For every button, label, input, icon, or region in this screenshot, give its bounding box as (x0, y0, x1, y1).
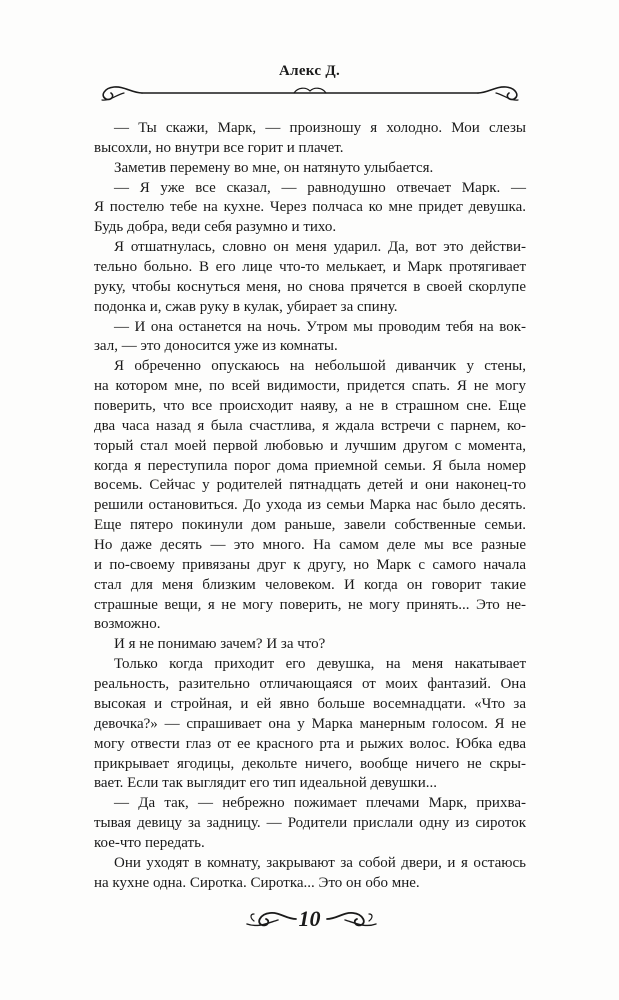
text-line: страшные вещи, я не могу поверить, не могу принять... Это не- (94, 596, 526, 613)
text-line: — Я уже все сказал, — равнодушно отвечает Марк. — (114, 179, 526, 196)
text-line: — И она останется на ночь. Утром мы проводим тебя на вок- (114, 318, 526, 335)
text-line: Я обреченно опускаюсь на небольшой диванчик у стены, (114, 358, 526, 375)
text-line: когда я переступила порог дома приемной семьи. Я была номер (94, 457, 526, 474)
text-line: Только когда приходит его девушка, на меня накатывает (114, 656, 526, 673)
text-line: подонка и, сжав руку в кулак, убирает за спину. (94, 298, 398, 315)
text-line: Но даже десять — это много. На самом деле мы все разные (94, 537, 526, 554)
text-line: высокая и стройная, и ей явно больше восемнадцати. «Что за (94, 695, 526, 712)
footer-right-swirl-icon (325, 908, 379, 930)
text-line: девочка?» — спрашивает она у Марка манерным голосом. Я не (94, 715, 526, 732)
header-ornament-rule (94, 82, 526, 104)
text-line: на кухне одна. Сиротка. Сиротка... Это он обо мне. (94, 874, 420, 891)
page-footer (0, 902, 619, 934)
text-line: стал для меня близким человеком. И когда он говорит такие (94, 576, 526, 593)
text-line: зал, — это доносится уже из комнаты. (94, 338, 338, 355)
text-line: Я постелю тебе на кухне. Через полчаса ко мне придет девушка. (94, 199, 526, 216)
text-line: Я отшатнулась, словно он меня ударил. Да, вот это действи- (114, 239, 526, 256)
text-line: прикрывает ягодицы, декольте ничего, вообще ничего не скры- (94, 755, 526, 772)
text-line: два часа назад я была счастлива, я ждала встречи с парнем, ко- (94, 417, 526, 434)
text-line: высохли, но внутри все горит и плачет. (94, 139, 344, 156)
text-line: Они уходят в комнату, закрывают за собой двери, и я остаюсь (114, 854, 526, 871)
text-line: — Ты скажи, Марк, — произношу я холодно. Мои слезы (114, 120, 526, 136)
text-line: поверить, что все происходит наяву, а не в страшном сне. Еще (94, 398, 526, 415)
text-line: кое-что передать. (94, 834, 205, 851)
text-line: Будь добра, веди себя разумно и тихо. (94, 219, 337, 236)
text-line: восемь. Сейчас у родителей пятнадцать детей и они наконец-то (94, 477, 526, 494)
text-line: возможно. (94, 616, 161, 633)
text-line: решили остановиться. До ухода из семьи Марка нас было десять. (94, 497, 526, 514)
text-line: могу отвести глаз от ее красного рта и рыжих волос. Юбка едва (94, 735, 526, 752)
chapter-body-text (94, 119, 526, 894)
text-line: И я не понимаю зачем? И за что? (114, 636, 326, 653)
text-line: Заметив перемену во мне, он натянуто улыбается. (114, 159, 434, 176)
text-line: на котором мне, по всей видимости, придется спать. Я не могу (94, 378, 526, 395)
page-number: 10 (298, 906, 321, 931)
text-line: Еще пятеро покинули дом раньше, завели собственные семьи. (94, 517, 526, 534)
text-line: торый стал моей первой любовью и лучшим другом с момента, (94, 437, 526, 454)
text-line: руку, чтобы коснуться меня, но снова прячется в своей скорлупе (94, 278, 526, 295)
text-line: тельно больно. В его лице что-то мелькает, и Марк протягивает (94, 259, 526, 276)
text-line: — Да так, — небрежно пожимает плечами Марк, прихва- (114, 795, 526, 812)
text-line: и по-своему привязаны друг к другу, но Марк с самого начала (94, 556, 526, 573)
text-line: тывая девицу за задницу. — Родители прислали одну из сироток (94, 815, 526, 832)
running-header-author: Алекс Д. (278, 63, 341, 79)
text-line: реальность, разительно отличающаяся от моих фантазий. Она (94, 676, 526, 693)
text-line: вает. Если так выглядит его тип идеальной девушки... (94, 775, 437, 792)
